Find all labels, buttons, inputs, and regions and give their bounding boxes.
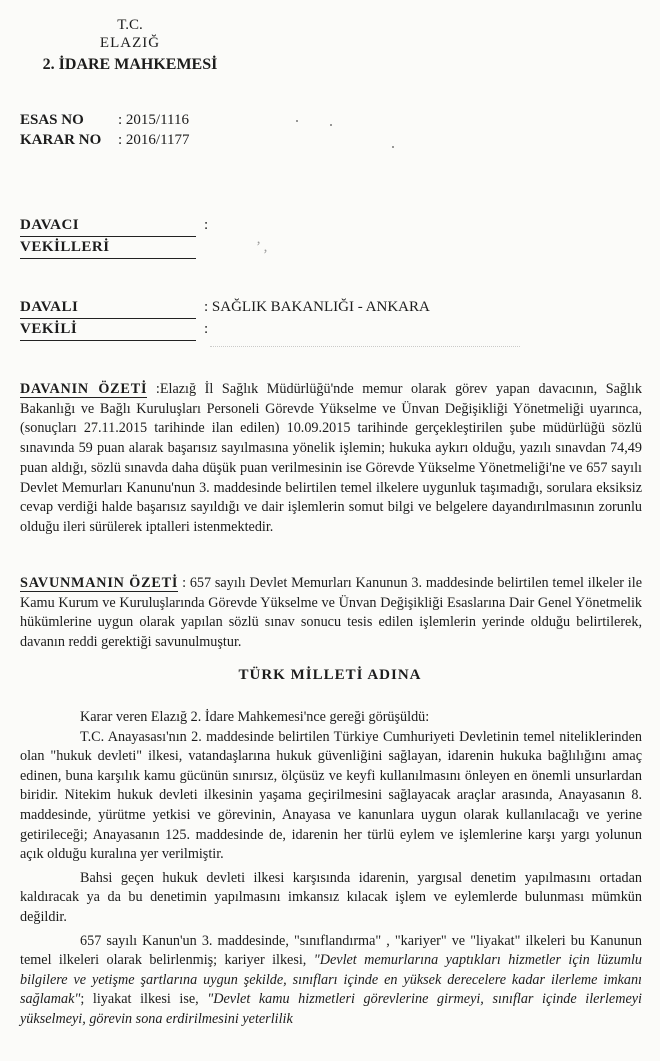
claim-summary-text: :Elazığ İl Sağlık Müdürlüğü'nde memur olarak görev yapan davacının, Sağlık Bakanlığı ve Bağlı Kuruluşları Personeli Görevde Yükselme ve Ünvan Değişikliği Yönetmeliği uyarınca, (sonuçları 27.11.2015 tarihinde ilan edilen) 10.09.2015 tarihinde gerçekleştirilen şube müdürlüğü sözlü sınavında 59 puan alarak başarısız sayılmasına yönelik işlemin; hukuka aykırı olduğu, yazılı sınavdan 74,49 puan aldığı, sözlü sınavda daha düşük puan verilmesinin ise Görevde Yükselme Yönetmeliği'ne ve 657 sayılı Devlet Memurları Kanunu'nun 3. maddesinde belirtilen temel ilkelere uygunluk taşımadığı, sorulara eksiksiz cevap verdiği halde başarısız sayıldığı ve dair işlemlerin somut bilgi ve belgelere dayandırılmasının zorunlu olduğu ileri sürülerek iptalleri istenmektedir.	[20, 381, 643, 535]
esas-value: : 2015/1116	[118, 112, 189, 128]
scan-speck	[296, 120, 298, 122]
defendant-label: DAVALI	[20, 296, 196, 319]
verdict-title: TÜRK MİLLETİ ADINA	[238, 667, 422, 683]
plaintiff-value: :	[204, 217, 209, 233]
defense-summary	[20, 574, 642, 653]
redacted-line	[210, 338, 520, 347]
body-paragraph-4-part-c: ; liyakat ilkesi ise,	[80, 991, 208, 1008]
career-principle-quote: "Devlet memurlarına yaptıkları hizmetler için lüzumlu bilgilere ve yetişme şartlarına uygun şekilde, sınıfları içinde en yüksek derecelere kadar ilerleme imkanı sağlamak"	[20, 952, 642, 1008]
body-paragraph-3: Bahsi geçen hukuk devleti ilkesi karşısında idarenin, yargısal denetim yapılmasını ortadan kaldıracak ya da bu denetimin yapılmasını imkansız kılacak işlem ve eylemlerde bulunması mümkün değildir.	[20, 869, 642, 925]
plaintiff-attorneys-label: VEKİLLERİ	[20, 236, 196, 259]
merit-principle-quote: "Devlet kamu hizmetleri görevlerine girmeyi, sınıflar içinde ilerlemeyi yükselmeyi, görevin sona erdirilmesini yeterlilik	[20, 991, 643, 1027]
karar-value: : 2016/1177	[118, 132, 190, 148]
defendant-attorney-row	[20, 318, 208, 341]
court-header	[30, 16, 230, 75]
body-paragraph-4-part-a: 657 sayılı Kanun'un 3. maddesinde, "sınıflandırma" , "kariyer" ve "liyakat" ilkeleri bu Kanunun temel ilkeleri olarak belirlenmiş; kariyer ilkesi,	[20, 932, 642, 969]
defendant-attorney-label: VEKİLİ	[20, 318, 196, 341]
body-paragraph-2: T.C. Anayasası'nın 2. maddesinde belirtilen Türkiye Cumhuriyeti Devletinin temel niteliklerinden olan "hukuk devleti" ilkesi, vatandaşlarına hukuk güvenliğini sağlayan, idarenin hukuka bağlılığını amaç edinen, buna karşılık kamu gücünün sınırsız, ölçüsüz ve keyfi kullanılmasını önleyen en önemli unsurlardan biridir. Nitekim hukuk devleti ilkesinin yaşama geçirilmesini sağlayacak araçlar arasında, Anayasanın 8. maddesinde, yürütme yetkisi ve görevinin, Anayasa ve kanunlara uygun olarak kullanılacağı ve yerine getirileceği; Anayasanın 125. maddesinde de, idarenin her türlü eylem ve işlemlerine karşı yargı yolunun açık olduğu kuralına yer verilmiştir.	[20, 728, 642, 863]
case-numbers	[20, 110, 190, 150]
claim-summary	[20, 380, 642, 538]
plaintiff-attorneys-row	[20, 236, 267, 259]
scan-speck	[392, 146, 394, 148]
body-paragraph-4	[20, 932, 642, 1030]
esas-label: ESAS NO	[20, 112, 84, 128]
defense-summary-label: SAVUNMANIN ÖZETİ	[20, 575, 179, 591]
court-name: 2. İDARE MAHKEMESİ	[42, 56, 218, 73]
claim-summary-label: DAVANIN ÖZETİ	[20, 381, 148, 397]
esas-row	[20, 110, 190, 130]
defendant-value: : SAĞLIK BAKANLIĞI - ANKARA	[204, 299, 430, 315]
karar-row	[20, 130, 190, 150]
city-label: ELAZIĞ	[99, 35, 161, 51]
defense-summary-text: : 657 sayılı Devlet Memurları Kanunun 3. maddesinde belirtilen temel ilkeler ile Kamu Kurum ve Kuruluşlarında Görevde Yükselme ve Ünvan Değişikliği Esaslarına Dair Genel Yönetmelik hükümlerine uygun olarak yapılan sözlü sınav sonucu tesis edilen işlemlerin yerinde olduğu belirtilerek, davanın reddi gerektiği savunulmuştur.	[20, 575, 642, 651]
karar-label: KARAR NO	[20, 132, 102, 148]
defendant-attorney-value: :	[204, 321, 209, 337]
defendant-row	[20, 296, 430, 319]
scan-speck	[330, 124, 332, 126]
body-paragraph-1: Karar veren Elazığ 2. İdare Mahkemesi'nce gereği görüşüldü:	[80, 709, 430, 725]
judgment-body	[20, 708, 642, 1034]
plaintiff-label: DAVACI	[20, 214, 196, 237]
plaintiff-row	[20, 214, 208, 237]
country-label: T.C.	[117, 17, 143, 33]
plaintiff-attorneys-value: ’ ,	[256, 239, 268, 255]
